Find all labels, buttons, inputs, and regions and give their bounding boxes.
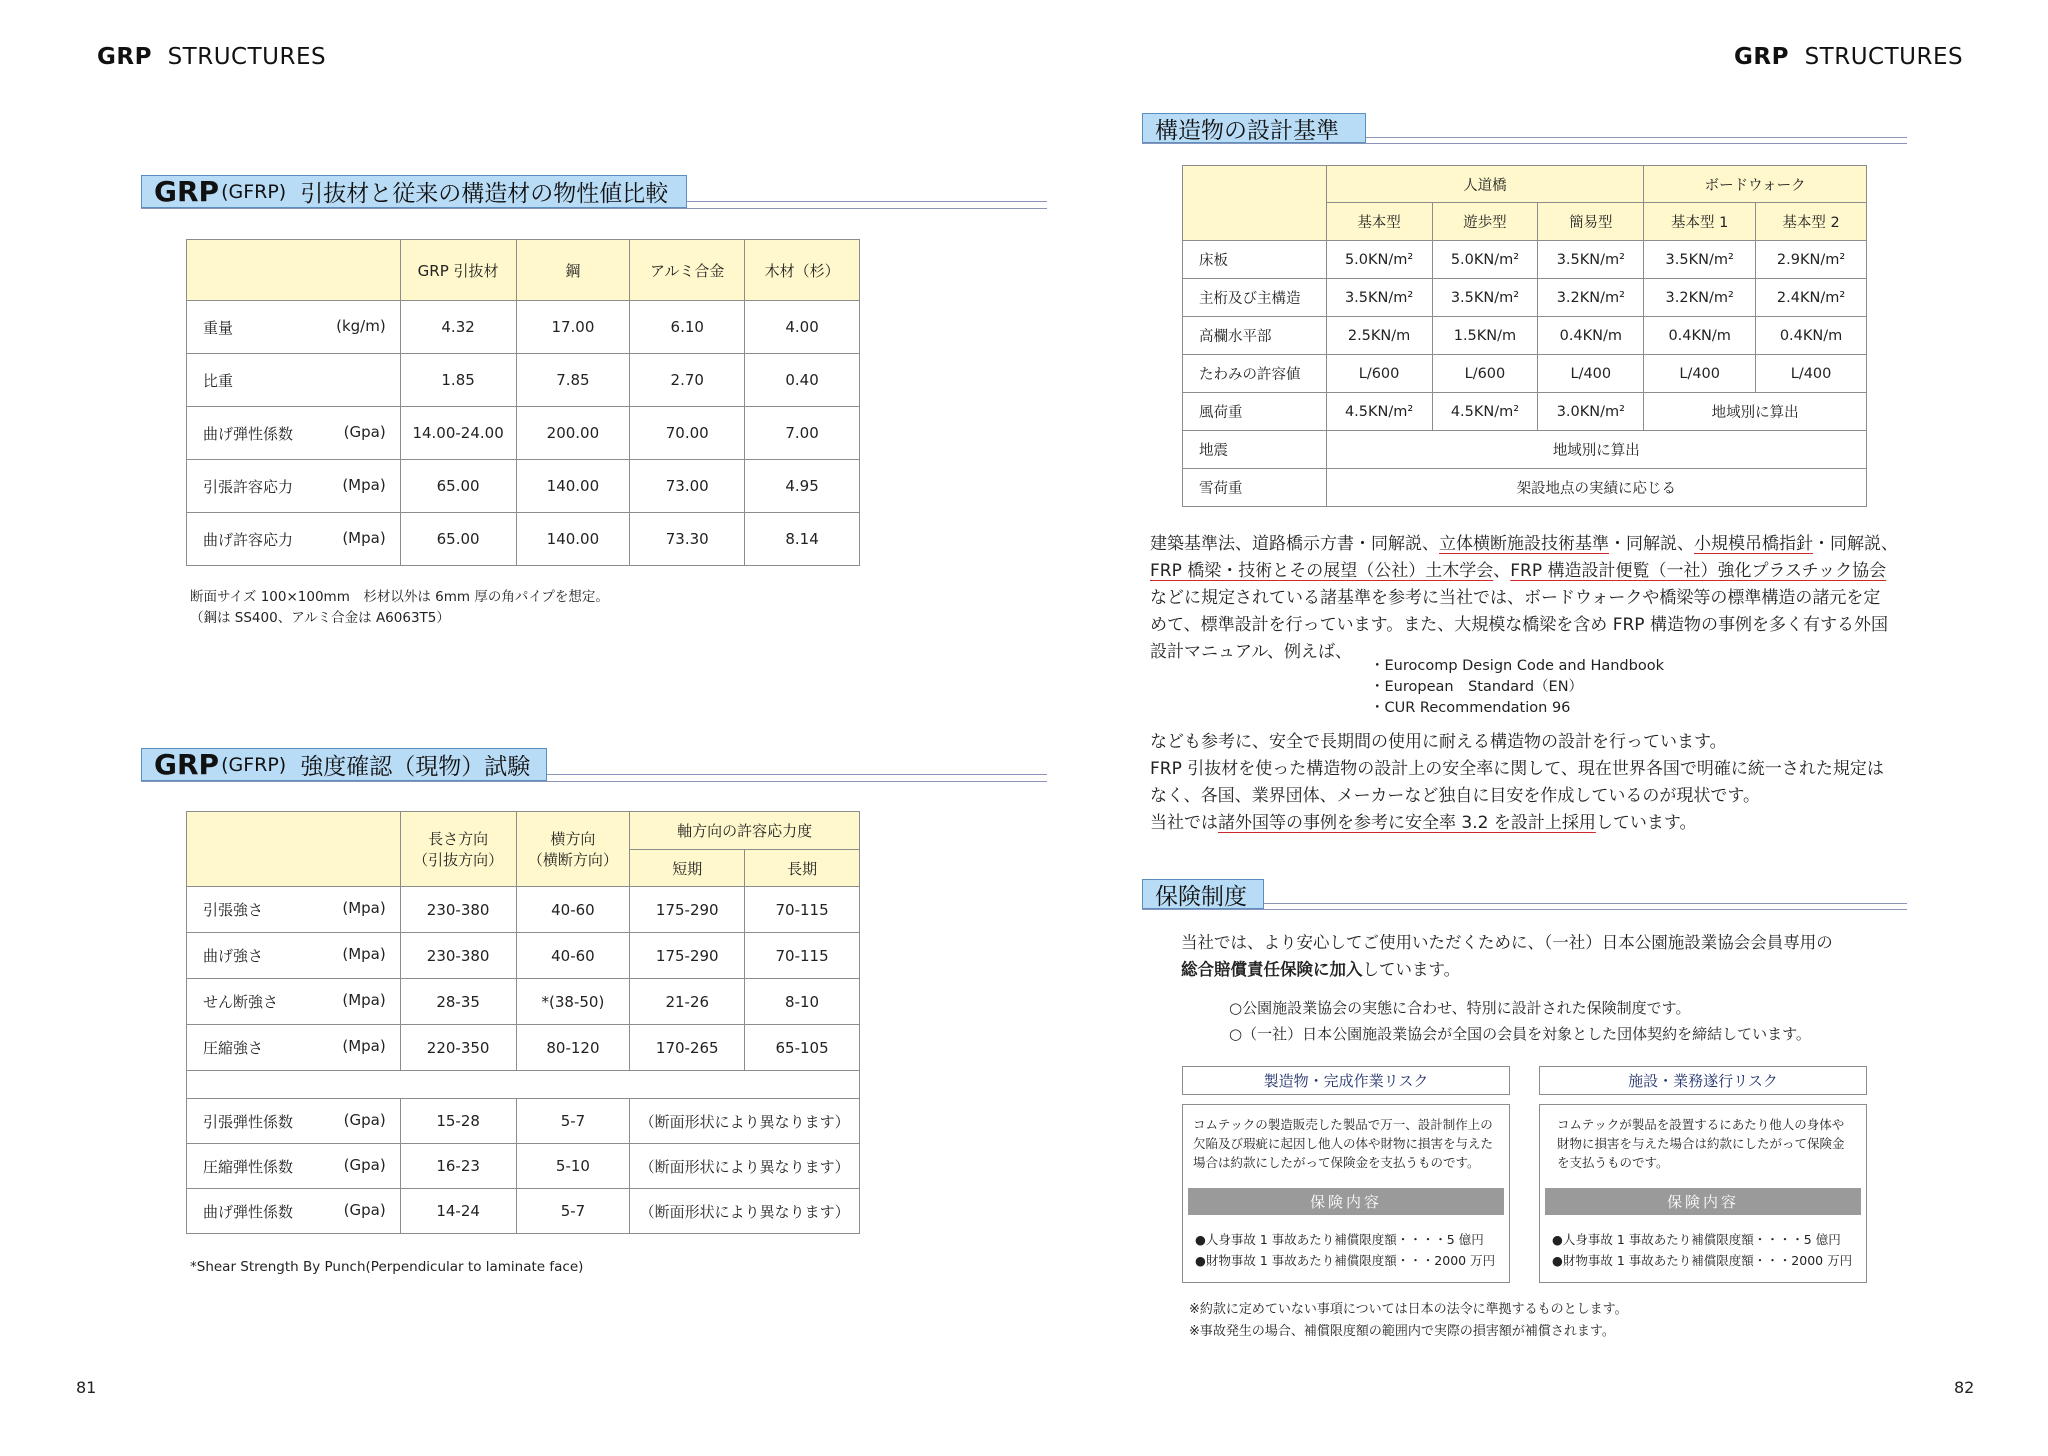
coverage-list: ●人身事故 1 事故あたり補償限度額・・・・5 億円 ●財物事故 1 事故あたり補償限度額・・・2000 万円 [1195,1232,1496,1268]
table-row: 比重 1.85 7.85 2.70 0.40 [187,354,860,407]
strength-test-table [186,811,860,1234]
header-empty-cell [187,240,401,301]
col-header-wood: 木材（杉） [745,240,860,301]
risk-box-operations-description: コムテックが製品を設置するにあたり他人の身体や 財物に損害を与えた場合は約款にしたがって保険金 を支払うものです。 [1557,1117,1845,1170]
table-row: 床板 5.0KN/m² 5.0KN/m² 3.5KN/m² 3.5KN/m² 2.9KN/m² [1183,241,1867,279]
coverage-list: ●人身事故 1 事故あたり補償限度額・・・・5 億円 ●財物事故 1 事故あたり補償限度額・・・2000 万円 [1552,1232,1853,1268]
section-heading-property-comparison: GRP (GFRP) 引抜材と従来の構造材の物性値比較 [141,175,906,215]
col-header-aluminum: アルミ合金 [630,240,745,301]
design-standards-text: 建築基準法、道路橋示方書・同解説、立体横断施設技術基準・同解説、小規模吊橋指針・同解説、 FRP 橋梁・技術とその展望（公社）土木学会、FRP 構造設計便覧（一社）強化プラスチック協会 などに規定されている諸基準を参考に当社では、ボードウォークや橋梁等の標準構造の諸元を定 めて、標準設計を行っています。また、大規模な橋梁を含め FRP 構造物の事例を多く有する外国 設計マニュアル、例えば、 [1150,534,1898,662]
table-row: 曲げ弾性係数 (Gpa) 14-24 5-7 （断面形状により異なります） [187,1189,860,1234]
list-item: ・CUR Recommendation 96 [1370,700,1571,716]
insurance-notes: ※約款に定めていない事項については日本の法令に準拠するものとします。 ※事故発生の場合、補償限度額の範囲内で実際の損害額が補償されます。 [1189,1302,1628,1339]
property-comparison-table [186,239,860,566]
list-item: ・European Standard（EN） [1370,679,1584,695]
insurance-points [1229,995,1811,1047]
table-row: 引張弾性係数 (Gpa) 15-28 5-7 （断面形状により異なります） [187,1099,860,1144]
table1-notes: 断面サイズ 100×100mm 杉材以外は 6mm 厚の角パイプを想定。 （鋼は SS400、アルミ合金は A6063T5） [190,589,609,626]
col-header-allowable-stress: 軸方向の許容応力度 [630,812,860,850]
coverage-bar: 保険内容 [1545,1188,1861,1215]
table-row: 風荷重 4.5KN/m² 4.5KN/m² 3.0KN/m² 地域別に算出 [1183,393,1867,431]
risk-box-product-header: 製造物・完成作業リスク [1182,1066,1510,1095]
list-item: ○公園施設業協会の実態に合わせ、特別に設計された保険制度です。 [1229,999,1691,1017]
table-row: 引張強さ (Mpa) 230-380 40-60 175-290 70-115 [187,887,860,933]
section-heading-strength-test: GRP (GFRP) 強度確認（現物）試験 [141,748,906,788]
col-header-steel: 鋼 [516,240,630,301]
design-load-table [1182,165,1867,507]
right-header-brand: GRP STRUCTURES [1734,44,1964,70]
col-header-long-term: 長期 [745,850,860,887]
table-spacer-row [187,1071,860,1099]
left-header-brand: GRP STRUCTURES [97,44,327,70]
section-heading-insurance: 保険制度 [1142,879,1907,915]
risk-box-operations [1539,1104,1867,1283]
coverage-bar: 保険内容 [1188,1188,1504,1215]
table-row: 主桁及び主構造 3.5KN/m² 3.5KN/m² 3.2KN/m² 3.2KN/m² 2.4KN/m² [1183,279,1867,317]
table-row: 重量 (kg/m) 4.32 17.00 6.10 4.00 [187,301,860,354]
table-row: 引張許容応力 (Mpa) 65.00 140.00 73.00 4.95 [187,460,860,513]
foreign-references-list [1370,656,1664,719]
table-row: 曲げ強さ (Mpa) 230-380 40-60 175-290 70-115 [187,933,860,979]
col-header-grp: GRP 引抜材 [400,240,516,301]
table-row: 高欄水平部 2.5KN/m 1.5KN/m 0.4KN/m 0.4KN/m 0.4KN/m [1183,317,1867,355]
page-number-right: 82 [1954,1378,1975,1397]
table-row: たわみの許容値 L/600 L/600 L/400 L/400 L/400 [1183,355,1867,393]
table2-footnote: *Shear Strength By Punch(Perpendicular to laminate face) [190,1259,584,1275]
page-number-left: 81 [76,1378,97,1397]
table-row: 圧縮弾性係数 (Gpa) 16-23 5-10 （断面形状により異なります） [187,1144,860,1189]
list-item: ○（一社）日本公園施設業協会が全国の会員を対象とした団体契約を締結しています。 [1229,1025,1811,1043]
insurance-intro: 当社では、より安心してご使用いただくために、（一社）日本公園施設業協会会員専用の 総合賠償責任保険に加入しています。 [1181,933,1833,979]
col-header-basic: 基本型 [1326,203,1432,241]
risk-box-product [1182,1104,1510,1283]
table-row: 曲げ弾性係数 (Gpa) 14.00-24.00 200.00 70.00 7.00 [187,407,860,460]
table-row: せん断強さ (Mpa) 28-35 *(38-50) 21-26 8-10 [187,979,860,1025]
col-header-simple: 簡易型 [1538,203,1644,241]
col-header-promenade: 遊歩型 [1432,203,1538,241]
col-group-pedestrian-bridge: 人道橋 [1326,166,1644,203]
table-row: 地震 地域別に算出 [1183,431,1867,469]
col-header-short-term: 短期 [630,850,745,887]
safety-factor-text: なども参考に、安全で長期間の使用に耐える構造物の設計を行っています。 FRP 引抜材を使った構造物の設計上の安全率に関して、現在世界各国で明確に統一された規定は なく、各国、業界団体、メーカーなど独自に目安を作成しているのが現状です。 当社では諸外国等の事例を参考に安全率 3.2 を設計上採用しています。 [1150,732,1884,833]
col-header-basic-2: 基本型 2 [1756,203,1867,241]
risk-box-product-description: コムテックの製造販売した製品で万一、設計制作上の 欠陥及び瑕疵に起因し他人の体や財物に損害を与えた 場合は約款にしたがって保険金を支払うものです。 [1193,1117,1494,1170]
table-row: 曲げ許容応力 (Mpa) 65.00 140.00 73.30 8.14 [187,513,860,566]
col-header-basic-1: 基本型 1 [1644,203,1756,241]
table-row: 雪荷重 架設地点の実績に応じる [1183,469,1867,507]
table-row: 圧縮強さ (Mpa) 220-350 80-120 170-265 65-105 [187,1025,860,1071]
list-item: ・Eurocomp Design Code and Handbook [1370,658,1664,674]
col-header-transverse: 横方向 （横断方向） [516,812,630,887]
col-group-boardwalk: ボードウォーク [1644,166,1867,203]
risk-box-operations-header: 施設・業務遂行リスク [1539,1066,1867,1095]
section-heading-design-standards: 構造物の設計基準 [1142,113,1907,149]
col-header-longitudinal: 長さ方向 （引抜方向） [400,812,516,887]
